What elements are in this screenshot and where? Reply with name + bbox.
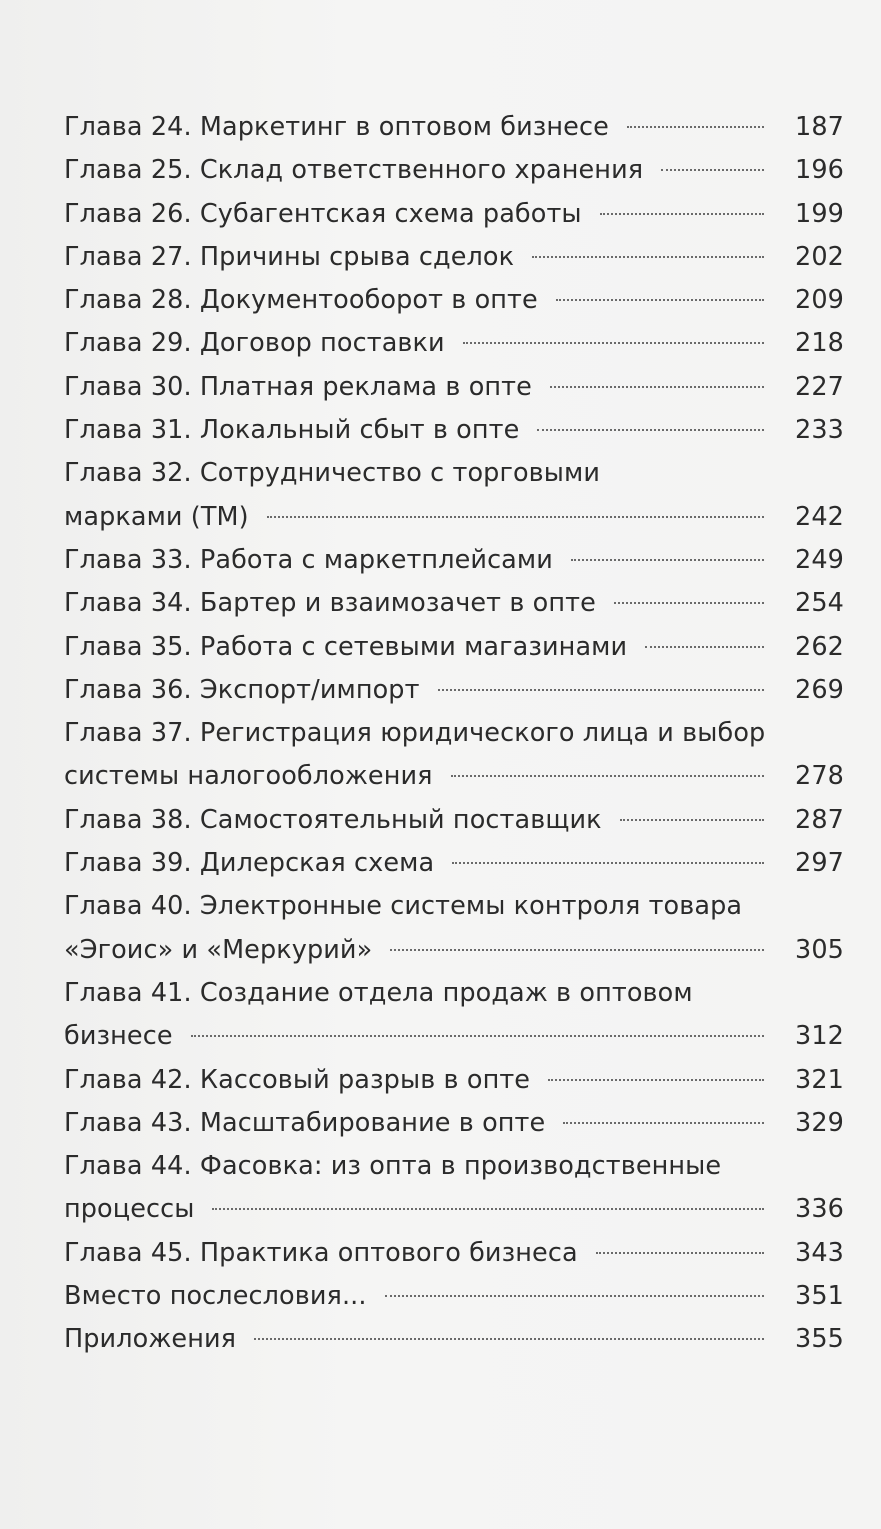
toc-entry <box>64 885 844 972</box>
toc-entry-line <box>64 409 844 452</box>
dot-leader <box>627 126 764 128</box>
toc-entry-line <box>64 496 844 539</box>
toc-entry-title: Глава 41. Создание отдела продаж в оптовом <box>64 977 693 1008</box>
dot-leader <box>452 862 764 864</box>
toc-entry-title: Глава 31. Локальный сбыт в опте <box>64 415 520 446</box>
toc-page-number: 278 <box>795 761 844 792</box>
toc-entry-line <box>64 366 844 409</box>
toc-entry <box>64 842 844 885</box>
toc-page-number: 233 <box>795 415 844 446</box>
toc-entry-line <box>64 1318 844 1361</box>
toc-entry-line <box>64 626 844 669</box>
toc-entry-title: Глава 35. Работа с сетевыми магазинами <box>64 631 628 662</box>
toc-entry-line <box>64 1188 844 1231</box>
toc-entry-line <box>64 1059 844 1102</box>
toc-entry <box>64 106 844 149</box>
toc-page-number: 218 <box>795 328 844 359</box>
dot-leader <box>254 1338 764 1340</box>
toc-entry-line <box>64 972 844 1015</box>
toc-entry <box>64 669 844 712</box>
toc-entry <box>64 193 844 236</box>
toc-page-number: 329 <box>795 1107 844 1138</box>
toc-page-number: 254 <box>795 588 844 619</box>
toc-page-number: 227 <box>795 371 844 402</box>
toc-entry-title: Глава 32. Сотрудничество с торговыми <box>64 458 601 489</box>
toc-entry-line <box>64 582 844 625</box>
toc-entry-title: Вместо послесловия... <box>64 1281 367 1312</box>
toc-entry-title: Глава 39. Дилерская схема <box>64 848 435 879</box>
toc-entry <box>64 582 844 625</box>
dot-leader <box>620 819 764 821</box>
toc-entry-title: Глава 33. Работа с маркетплейсами <box>64 544 553 575</box>
dot-leader <box>451 775 764 777</box>
dot-leader <box>596 1252 764 1254</box>
dot-leader <box>191 1035 764 1037</box>
toc-entry-line <box>64 1232 844 1275</box>
toc-entry <box>64 322 844 365</box>
dot-leader <box>390 949 764 951</box>
dot-leader <box>645 646 764 648</box>
toc-page-number: 187 <box>795 112 844 142</box>
toc-entry <box>64 799 844 842</box>
toc-entry <box>64 1318 844 1361</box>
dot-leader <box>614 602 764 604</box>
toc-entry <box>64 1232 844 1275</box>
toc-entry-line <box>64 755 844 798</box>
toc-entry <box>64 1102 844 1145</box>
toc-entry-title: Глава 43. Масштабирование в опте <box>64 1107 546 1138</box>
toc-entry-title: Глава 26. Субагентская схема работы <box>64 198 582 229</box>
toc-entry-title: системы налогообложения <box>64 761 433 792</box>
dot-leader <box>563 1122 764 1124</box>
toc-entry <box>64 452 844 539</box>
toc-entry <box>64 1145 844 1232</box>
toc-entry-line <box>64 1015 844 1058</box>
toc-page-number: 196 <box>795 155 844 186</box>
toc-page-number: 287 <box>795 804 844 835</box>
dot-leader <box>212 1208 764 1210</box>
toc-entry-title: Глава 38. Самостоятельный поставщик <box>64 804 602 835</box>
toc-entry <box>64 366 844 409</box>
dot-leader <box>661 169 764 171</box>
toc-entry-line <box>64 106 844 149</box>
toc-entry-line <box>64 1102 844 1145</box>
toc-page-number: 355 <box>795 1324 844 1355</box>
toc-entry-title: Глава 27. Причины срыва сделок <box>64 241 515 272</box>
toc-entry-line <box>64 322 844 365</box>
toc-entry-line <box>64 1145 844 1188</box>
toc-entry-title: Глава 42. Кассовый разрыв в опте <box>64 1064 531 1095</box>
toc-entry <box>64 149 844 192</box>
toc-entry-title: Глава 40. Электронные системы контроля товара <box>64 891 743 922</box>
toc-page-number: 343 <box>795 1237 844 1268</box>
dot-leader <box>438 689 764 691</box>
toc-entry-title: марками (ТМ) <box>64 501 249 532</box>
toc-page-number: 199 <box>795 198 844 229</box>
toc-page-number: 312 <box>795 1021 844 1052</box>
toc-entry-line <box>64 799 844 842</box>
toc-entry-line <box>64 539 844 582</box>
toc-entry-title: Глава 30. Платная реклама в опте <box>64 371 532 402</box>
toc-page-number: 321 <box>795 1064 844 1095</box>
dot-leader <box>385 1295 764 1297</box>
dot-leader <box>556 299 764 301</box>
toc-entry-line <box>64 842 844 885</box>
toc-entry-title: Глава 25. Склад ответственного хранения <box>64 155 644 186</box>
toc-entry-title: процессы <box>64 1194 195 1225</box>
toc-entry <box>64 626 844 669</box>
toc-entry-line <box>64 236 844 279</box>
dot-leader <box>463 342 764 344</box>
toc-entry-title: Приложения <box>64 1324 237 1355</box>
toc-entry-title: Глава 36. Экспорт/импорт <box>64 674 420 705</box>
toc-entry <box>64 539 844 582</box>
toc-page-number: 249 <box>795 544 844 575</box>
dot-leader <box>267 516 764 518</box>
toc-entry-line <box>64 452 844 495</box>
toc-entry-line <box>64 149 844 192</box>
toc-page-number: 351 <box>795 1281 844 1312</box>
toc-entry-line <box>64 1275 844 1318</box>
toc-page-number: 202 <box>795 241 844 272</box>
toc-entry-title: Глава 24. Маркетинг в оптовом бизнесе <box>64 112 609 142</box>
dot-leader <box>571 559 764 561</box>
table-of-contents <box>64 106 844 1362</box>
dot-leader <box>532 256 764 258</box>
toc-page-number: 262 <box>795 631 844 662</box>
toc-entry <box>64 409 844 452</box>
toc-entry <box>64 1275 844 1318</box>
toc-entry-line <box>64 669 844 712</box>
toc-entry-title: Глава 29. Договор поставки <box>64 328 445 359</box>
dot-leader <box>537 429 764 431</box>
toc-entry-title: Глава 34. Бартер и взаимозачет в опте <box>64 588 596 619</box>
toc-entry-title: Глава 45. Практика оптового бизнеса <box>64 1237 578 1268</box>
toc-page-number: 242 <box>795 501 844 532</box>
dot-leader <box>550 386 764 388</box>
toc-entry <box>64 1059 844 1102</box>
toc-page-number: 297 <box>795 848 844 879</box>
toc-entry <box>64 236 844 279</box>
toc-page-number: 336 <box>795 1194 844 1225</box>
toc-entry <box>64 712 844 799</box>
dot-leader <box>600 213 764 215</box>
toc-entry-title: «Эгоис» и «Меркурий» <box>64 934 373 965</box>
toc-entry-line <box>64 712 844 755</box>
toc-entry-line <box>64 193 844 236</box>
toc-entry-title: бизнесе <box>64 1021 173 1052</box>
toc-entry-title: Глава 37. Регистрация юридического лица и выбор <box>64 718 766 749</box>
toc-entry-line <box>64 929 844 972</box>
toc-entry-title: Глава 28. Документооборот в опте <box>64 285 538 316</box>
toc-entry-line <box>64 885 844 928</box>
toc-page-number: 209 <box>795 285 844 316</box>
toc-entry <box>64 279 844 322</box>
toc-page-number: 269 <box>795 674 844 705</box>
toc-entry-line <box>64 279 844 322</box>
toc-entry-title: Глава 44. Фасовка: из опта в производственные <box>64 1151 722 1182</box>
dot-leader <box>548 1079 764 1081</box>
toc-entry <box>64 972 844 1059</box>
toc-page-number: 305 <box>795 934 844 965</box>
